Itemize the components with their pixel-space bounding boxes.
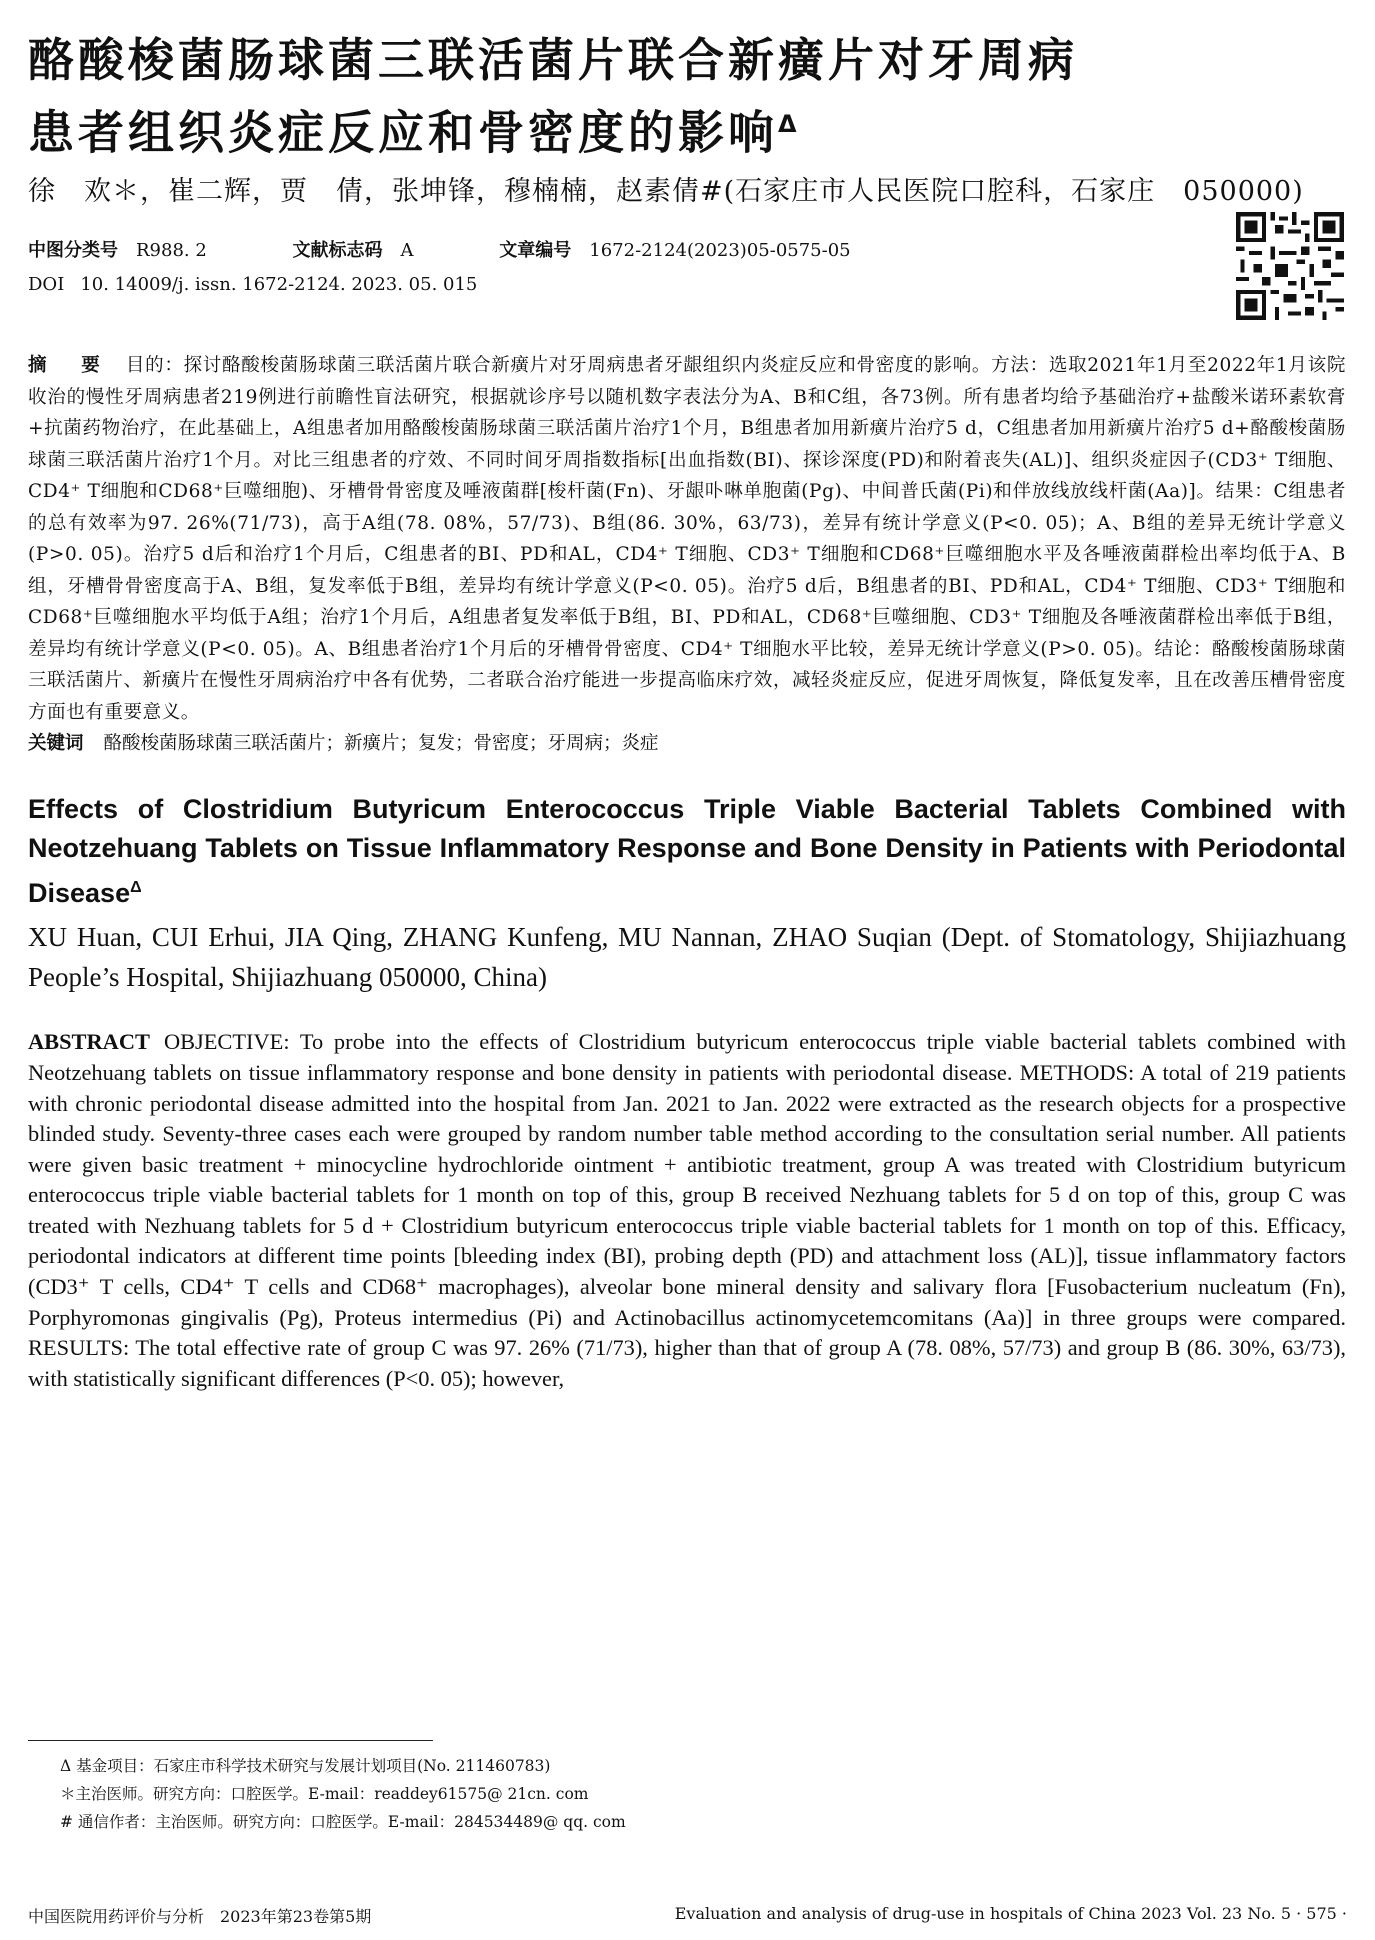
article-page (28, 28, 1346, 1394)
footnote-corresponding: # 通信作者：主治医师。研究方向：口腔医学。E-mail：284534489@ qq. com (60, 1813, 626, 1831)
abstract-cn (28, 350, 1346, 728)
article-number-value: 1672-2124(2023)05-0575-05 (589, 240, 851, 262)
abstract-cn-label: 摘 要 (28, 355, 108, 377)
page-footer (28, 1904, 1347, 1927)
authors-en: XU Huan, CUI Erhui, JIA Qing, ZHANG Kunfeng, MU Nannan, ZHAO Suqian (Dept. of Stomatology, Shijiazhuang People’s Hospital, Shijiazhuang 050000, China) (28, 922, 1346, 993)
clc-value: R988. 2 (136, 240, 207, 262)
keywords-cn (28, 728, 1346, 760)
footnote-fund: Δ 基金项目：石家庄市科学技术研究与发展计划项目(No. 211460783) (60, 1757, 551, 1775)
qr-code-icon (1236, 212, 1344, 320)
title-cn (28, 28, 1346, 164)
footer-journal-en: Evaluation and analysis of drug-use in hospitals of China 2023 Vol. 23 No. 5 · 575 · (674, 1904, 1347, 1923)
abstract-cn-text: 目的：探讨酪酸梭菌肠球菌三联活菌片联合新癀片对牙周病患者牙龈组织内炎症反应和骨密度的影响。方法：选取2021年1月至2022年1月该院收治的慢性牙周病患者219例进行前瞻性盲法研究，根据就诊序号以随机数字表法分为A、B和C组，各73例。所有患者均给予基础治疗+盐酸米诺环素软膏+抗菌药物治疗，在此基础上，A组患者加用酪酸梭菌肠球菌三联活菌片治疗1个月，B组患者加用新癀片治疗5 d，C组患者加用新癀片治疗5 d+酪酸梭菌肠球菌三联活菌片治疗1个月。对比三组患者的疗效、不同时间牙周指数指标[出血指数(BI)、探诊深度(PD)和附着丧失(AL)]、组织炎症因子(CD3⁺ T细胞、CD4⁺ T细胞和CD68⁺巨噬细胞)、牙槽骨骨密度及唾液菌群[梭杆菌(Fn)、牙龈卟啉单胞菌(Pg)、中间普氏菌(Pi)和伴放线放线杆菌(Aa)]。结果：C组患者的总有效率为97. 26%(71/73)，高于A组(78. 08%，57/73)、B组(86. 30%，63/73)，差异有统计学意义(P<0. 05)；A、B组的差异无统计学意义(P>0. 05)。治疗5 d后和治疗1个月后，C组患者的BI、PD和AL，CD4⁺ T细胞、CD3⁺ T细胞和CD68⁺巨噬细胞水平及各唾液菌群检出率均低于A、B组，牙槽骨骨密度高于A、B组，复发率低于B组，差异均有统计学意义(P<0. 05)。治疗5 d后，B组患者的BI、PD和AL，CD4⁺ T细胞、CD3⁺ T细胞和CD68⁺巨噬细胞水平均低于A组；治疗1个月后，A组患者复发率低于B组，BI、PD和AL，CD68⁺巨噬细胞、CD3⁺ T细胞及各唾液菌群检出率低于B组，差异均有统计学意义(P<0. 05)。A、B组患者治疗1个月后的牙槽骨骨密度、CD4⁺ T细胞水平比较，差异无统计学意义(P>0. 05)。结论：酪酸梭菌肠球菌三联活菌片、新癀片在慢性牙周病治疗中各有优势，二者联合治疗能进一步提高临床疗效，减轻炎症反应，促进牙周恢复，降低复发率，且在改善压槽骨密度方面也有重要意义。 (28, 355, 1346, 723)
doi-value: 10. 14009/j. issn. 1672-2124. 2023. 05. 015 (80, 274, 478, 296)
article-meta (28, 234, 1346, 302)
doc-code-value: A (400, 240, 414, 262)
keywords-label: 关键词 (28, 733, 84, 755)
footnote-divider (28, 1740, 433, 1741)
title-footnote-mark: Δ (778, 110, 797, 138)
title-en-text: Effects of Clostridium Butyricum Enterococcus Triple Viable Bacterial Tablets Combined with Neotzehuang Tablets on Tissue Inflammatory Response and Bone Density in Patients with Periodontal Disease (28, 794, 1346, 909)
doi-label: DOI (28, 274, 65, 296)
title-cn-line1: 酪酸梭菌肠球菌三联活菌片联合新癀片对牙周病 (28, 33, 1078, 87)
article-number-label: 文章编号 (499, 240, 572, 262)
title-en (28, 790, 1346, 913)
abstract-en (28, 1027, 1346, 1394)
footnotes (60, 1752, 626, 1836)
title-cn-line2: 患者组织炎症反应和骨密度的影响 (28, 105, 778, 160)
title-en-footnote-mark: Δ (130, 879, 142, 897)
authors-cn: 徐 欢＊，崔二辉，贾 倩，张坤锋，穆楠楠，赵素倩#(石家庄市人民医院口腔科，石家庄 050000) (28, 176, 1304, 208)
abstract-en-label: ABSTRACT (28, 1029, 150, 1055)
footnote-author: ＊主治医师。研究方向：口腔医学。E-mail：readdey61575@ 21cn. com (60, 1785, 589, 1803)
abstract-en-text: OBJECTIVE: To probe into the effects of Clostridium butyricum enterococcus triple viable bacterial tablets combined with Neotzehuang tablets on tissue inflammatory response and bone density in patients with periodontal disease. METHODS: A total of 219 patients with chronic periodontal disease admitted into the hospital from Jan. 2021 to Jan. 2022 were extracted as the research objects for a prospective blinded study. Seventy-three cases each were grouped by random number table method according to the consultation serial number. All patients were given basic treatment + minocycline hydrochloride ointment + antibiotic treatment, group A was treated with Clostridium butyricum enterococcus triple viable bacterial tablets for 1 month on top of this, group B received Nezhuang tablets for 5 d on top of this, group C was treated with Nezhuang tablets for 5 d + Clostridium butyricum enterococcus triple viable bacterial tablets for 1 month on top of this. Efficacy, periodontal indicators at different time points [bleeding index (BI), probing depth (PD) and attachment loss (AL)], tissue inflammatory factors (CD3⁺ T cells, CD4⁺ T cells and CD68⁺ macrophages), alveolar bone mineral density and salivary flora [Fusobacterium nucleatum (Fn), Porphyromonas gingivalis (Pg), Proteus intermedius (Pi) and Actinobacillus actinomycetemcomitans (Aa)] in three groups were compared. RESULTS: The total effective rate of group C was 97. 26% (71/73), higher than that of group A (78. 08%, 57/73) and group B (86. 30%, 63/73), with statistically significant differences (P<0. 05); however, (28, 1029, 1346, 1391)
clc-label: 中图分类号 (28, 240, 118, 262)
keywords-text: 酪酸梭菌肠球菌三联活菌片；新癀片；复发；骨密度；牙周病；炎症 (103, 733, 659, 755)
doc-code-label: 文献标志码 (292, 240, 383, 262)
footer-journal-cn: 中国医院用药评价与分析 2023年第23卷第5期 (28, 1907, 372, 1926)
